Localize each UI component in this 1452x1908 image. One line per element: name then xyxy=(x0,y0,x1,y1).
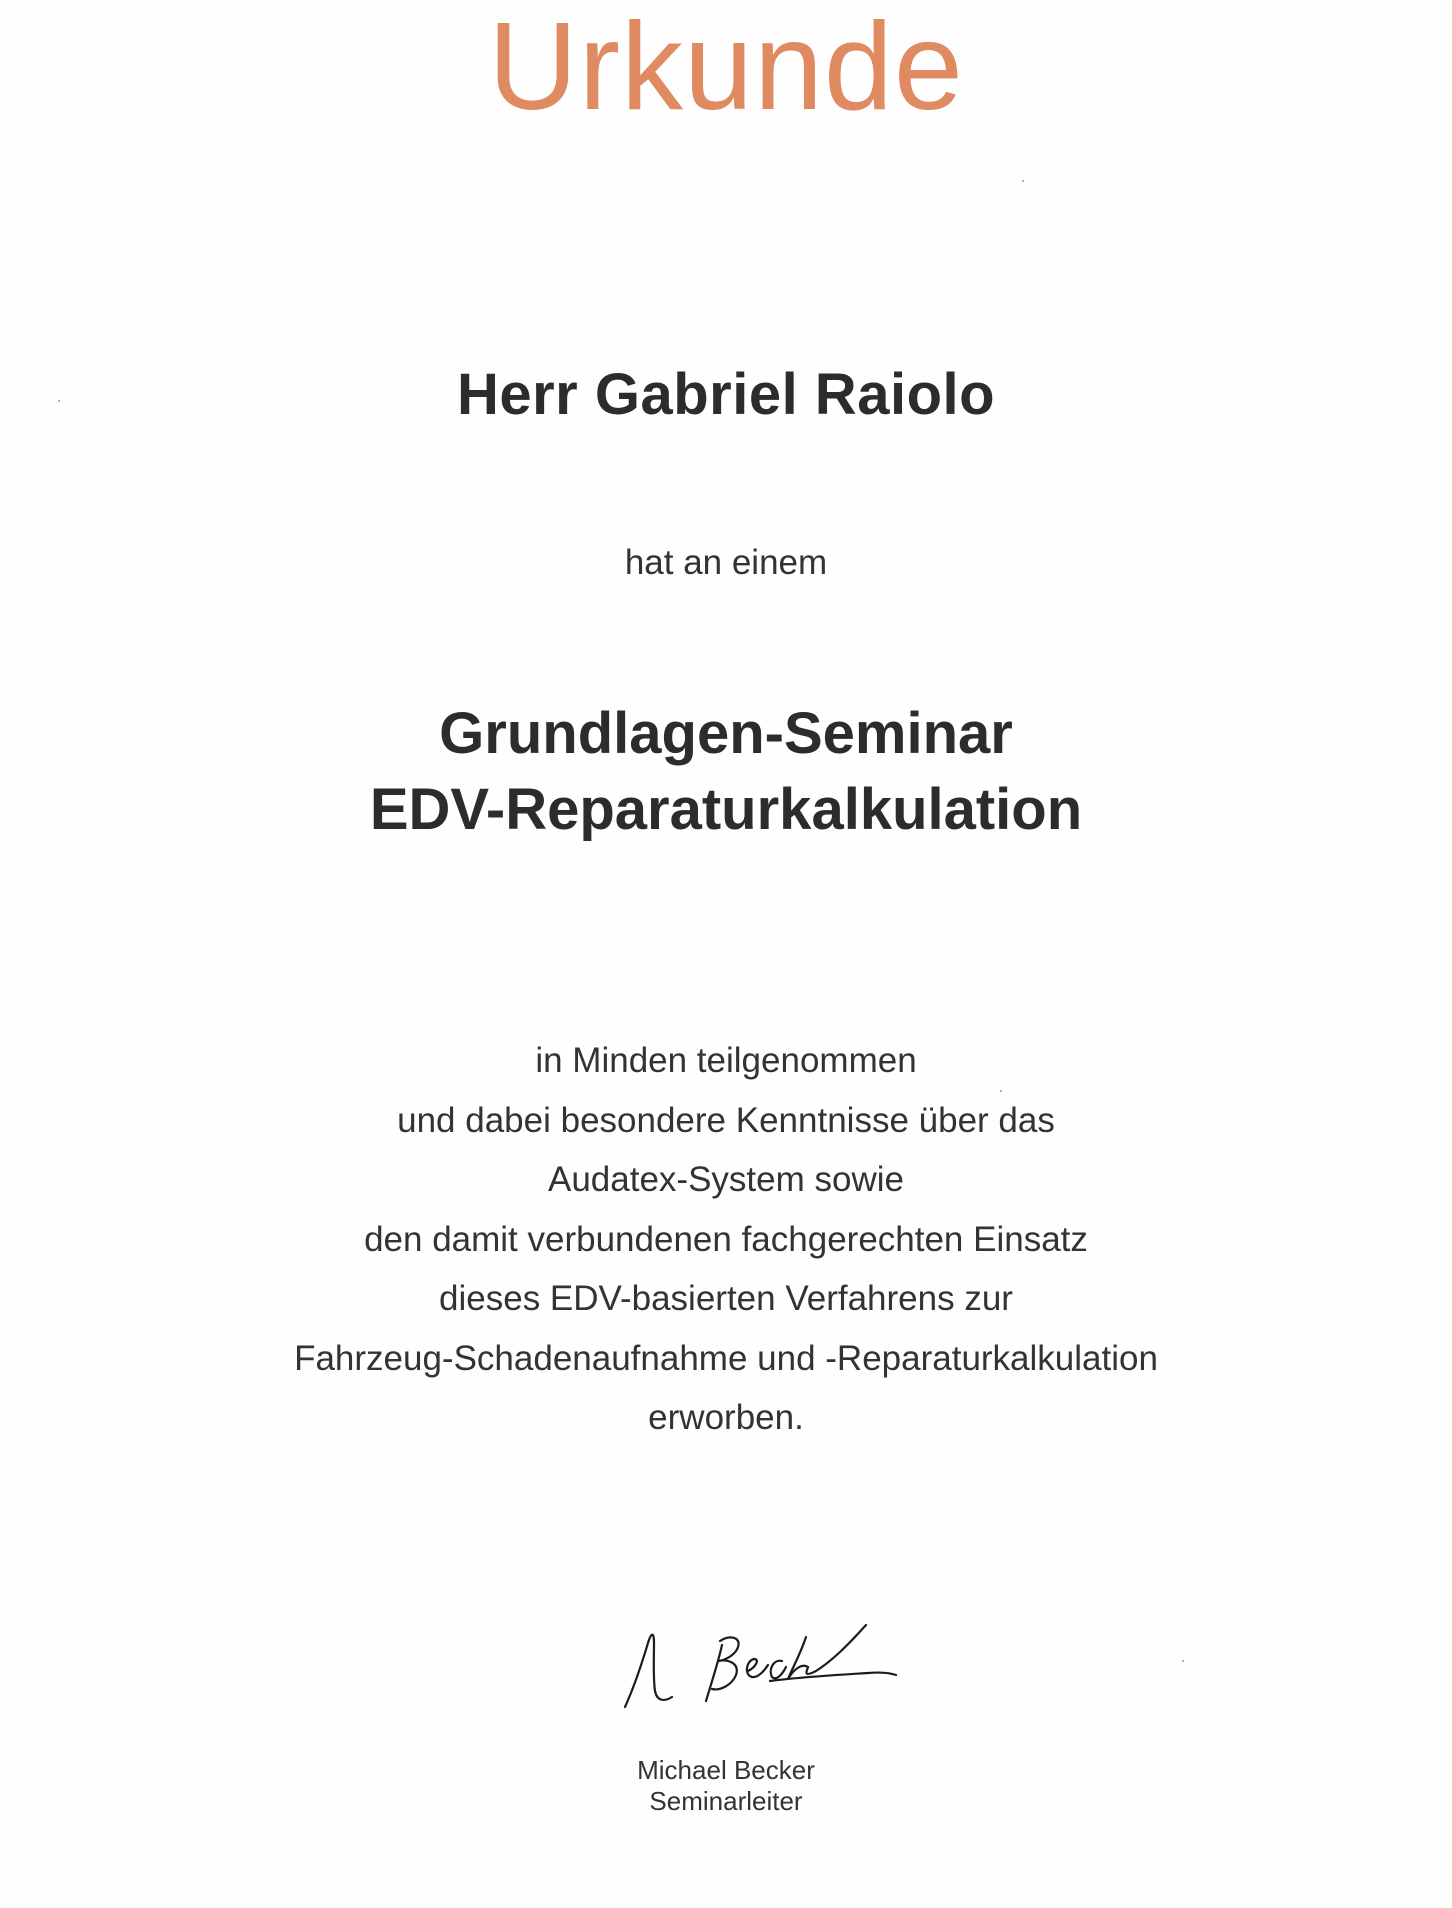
scan-speck xyxy=(1182,1660,1184,1662)
scan-speck xyxy=(1022,180,1024,182)
handwritten-signature xyxy=(620,1605,910,1715)
scan-speck xyxy=(58,400,60,402)
signatory-name: Michael Becker xyxy=(637,1755,815,1785)
certificate-title: Urkunde xyxy=(488,0,964,136)
body-line: den damit verbundenen fachgerechten Einsatz xyxy=(364,1219,1088,1259)
body-line: Audatex-System sowie xyxy=(548,1160,904,1199)
body-line: und dabei besondere Kenntnisse über das xyxy=(397,1100,1055,1140)
scan-speck xyxy=(1000,1090,1002,1092)
certificate-body xyxy=(0,1031,1452,1448)
seminar-title-line: EDV-Reparaturkalkulation xyxy=(369,777,1083,842)
body-line: erworben. xyxy=(648,1398,804,1437)
signatory-role: Seminarleiter xyxy=(649,1786,803,1816)
body-line: Fahrzeug-Schadenaufnahme und -Reparaturkalkulation xyxy=(294,1338,1158,1378)
body-line: dieses EDV-basierten Verfahrens zur xyxy=(439,1279,1013,1318)
recipient-name: Herr Gabriel Raiolo xyxy=(456,362,996,427)
intro-text: hat an einem xyxy=(624,543,828,582)
signatory-block xyxy=(0,1755,1452,1817)
seminar-title xyxy=(0,696,1452,848)
seminar-title-line: Grundlagen-Seminar xyxy=(439,701,1013,766)
body-line: in Minden teilgenommen xyxy=(535,1041,917,1080)
